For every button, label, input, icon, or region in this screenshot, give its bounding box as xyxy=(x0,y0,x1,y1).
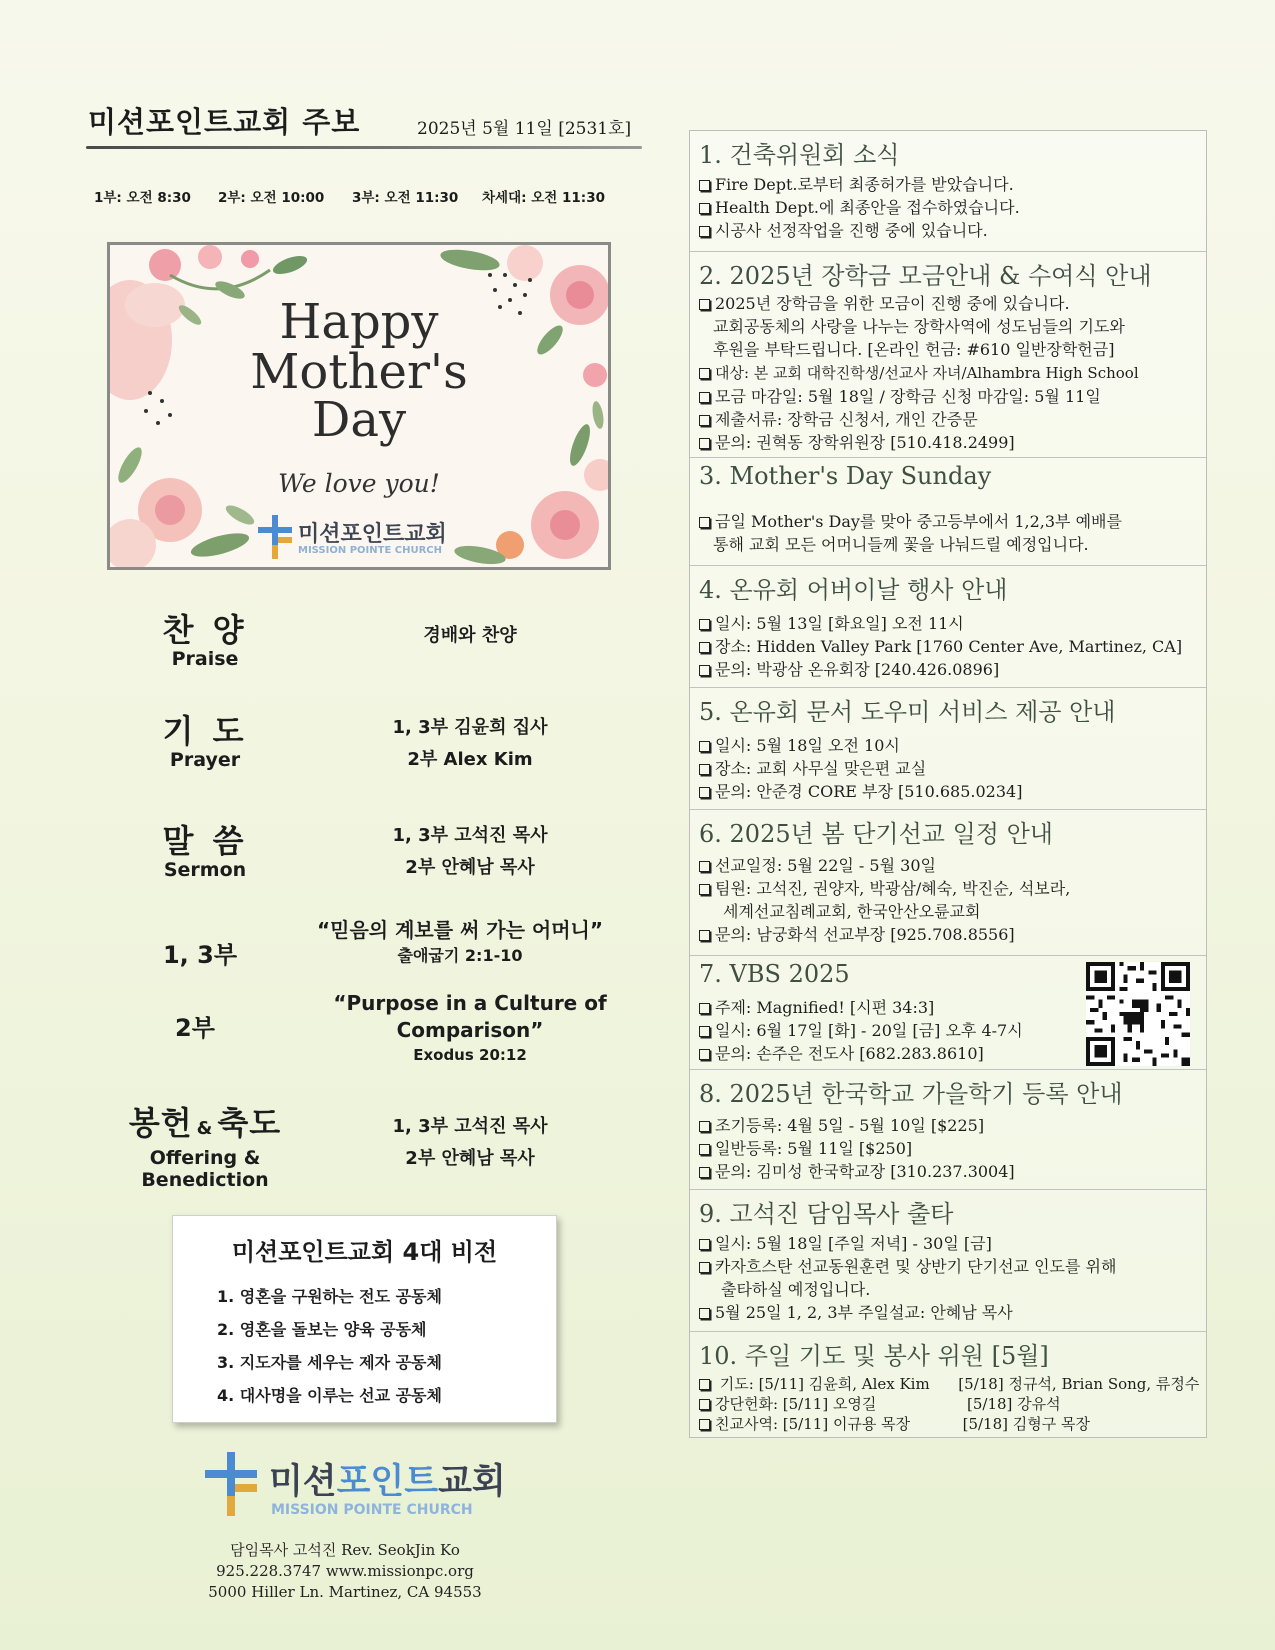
announcement-line xyxy=(699,900,1070,923)
announcement-4 xyxy=(690,565,1206,687)
cross-logo-icon xyxy=(205,1452,261,1516)
line-text: 통해 교회 모든 어머니들께 꽃을 나눠드릴 예정입니다. xyxy=(713,535,1089,554)
bulletin-date: 2025년 5월 11일 [2531호] xyxy=(417,119,632,139)
order-prayer xyxy=(140,713,270,771)
prayer-en: Prayer xyxy=(169,749,241,771)
checkbox-icon xyxy=(699,1262,710,1273)
service-time-next-gen: 차세대: 오전 11:30 xyxy=(482,190,605,206)
offering-ko xyxy=(120,1105,290,1147)
line-text: Fire Dept.로부터 최종허가를 받았습니다. xyxy=(715,175,1014,194)
line-text: 문의: 권혁동 장학위원장 [510.418.2499] xyxy=(715,433,1015,452)
announcement-lines xyxy=(699,1232,1116,1324)
announcement-line xyxy=(699,1042,1023,1065)
announcement-line xyxy=(699,658,1182,681)
offering-ko-1: 봉헌 xyxy=(128,1104,193,1142)
announcement-lines xyxy=(699,173,1020,242)
line-text: 시공사 선정작업을 진행 중에 있습니다. xyxy=(715,221,988,240)
checkbox-icon xyxy=(699,764,710,775)
praise-en: Praise xyxy=(171,648,239,670)
offering-en-2: Benediction xyxy=(141,1169,269,1191)
announcement-line xyxy=(699,1278,1116,1301)
announcement-line xyxy=(699,996,1023,1019)
announcement-line xyxy=(699,292,1139,315)
sermon-ko: 말 씀 xyxy=(162,822,248,860)
sermon-2-title-1: “Purpose in a Culture of xyxy=(333,991,607,1015)
cross-logo-icon xyxy=(258,515,294,559)
vision-item: 3. 지도자를 세우는 제자 공동체 xyxy=(217,1353,442,1372)
line-text: 모금 마감일: 5월 18일 / 장학금 신청 마감일: 5월 11일 xyxy=(715,387,1101,406)
announcement-line xyxy=(699,408,1139,431)
offering-detail-2: 2부 안혜남 목사 xyxy=(405,1148,535,1169)
sermon-detail-1: 1, 3부 고석진 목사 xyxy=(392,825,548,846)
announcement-lines xyxy=(699,1374,1199,1434)
line-text: 금일 Mother's Day를 맞아 중고등부에서 1,2,3부 예배를 xyxy=(715,512,1122,531)
checkbox-icon xyxy=(699,861,710,872)
announcement-line xyxy=(699,1255,1116,1278)
announcement-line xyxy=(699,196,1020,219)
prayer-ko: 기 도 xyxy=(162,712,248,750)
checkbox-icon xyxy=(699,368,710,379)
footer-logo-english: MISSION POINTE CHURCH xyxy=(271,1502,473,1518)
order-offering xyxy=(120,1105,290,1191)
line-text: 일시: 6월 17일 [화] - 20일 [금] 오후 4-7시 xyxy=(715,1021,1023,1040)
announcement-lines xyxy=(699,612,1182,681)
announcement-title: 4. 온유회 어버이날 행사 안내 xyxy=(699,576,1008,604)
prayer-detail-2: 2부 Alex Kim xyxy=(407,749,533,770)
announcement-title: 10. 주일 기도 및 봉사 위원 [5월] xyxy=(699,1342,1049,1370)
order-praise xyxy=(140,612,270,670)
praise-ko: 찬 양 xyxy=(162,611,248,649)
line-text: 5월 25일 1, 2, 3부 주일설교: 안혜남 목사 xyxy=(715,1303,1013,1322)
checkbox-icon xyxy=(699,619,710,630)
announcement-title: 8. 2025년 한국학교 가을학기 등록 안내 xyxy=(699,1080,1123,1108)
vision-item: 4. 대사명을 이루는 선교 공동체 xyxy=(217,1386,442,1405)
announcement-line xyxy=(699,1232,1116,1255)
footer-info xyxy=(200,1540,490,1603)
checkbox-icon xyxy=(699,180,710,191)
sermon-2-label: 2부 xyxy=(175,1014,215,1042)
card-tagline: We love you! xyxy=(278,469,440,498)
line-text: 문의: 남궁화석 선교부장 [925.708.8556] xyxy=(715,925,1015,944)
announcement-line xyxy=(699,315,1139,338)
checkbox-icon xyxy=(699,1003,710,1014)
announcement-line xyxy=(699,1160,1015,1183)
announcement-9 xyxy=(690,1189,1206,1331)
checkbox-icon xyxy=(699,438,710,449)
announcement-line xyxy=(699,854,1070,877)
announcement-title: 3. Mother's Day Sunday xyxy=(699,462,992,490)
announcement-line xyxy=(699,1019,1023,1042)
offering-detail-1: 1, 3부 고석진 목사 xyxy=(392,1116,548,1137)
footer-logo-ko-a: 미션 xyxy=(269,1462,337,1502)
line-text: 일반등록: 5월 11일 [$250] xyxy=(715,1139,913,1158)
footer-logo-ko-b: 포인트 xyxy=(336,1462,439,1502)
checkbox-icon xyxy=(699,1144,710,1155)
announcement-title: 5. 온유회 문서 도우미 서비스 제공 안내 xyxy=(699,698,1116,726)
footer-logo-korean xyxy=(269,1454,506,1504)
announcement-line xyxy=(699,923,1070,946)
line-text: 강단헌화: [5/11] 오영길 [5/18] 강유석 xyxy=(715,1395,1061,1413)
sermon-2-detail xyxy=(320,990,620,1066)
offering-en-1: Offering & xyxy=(149,1147,261,1169)
checkbox-icon xyxy=(699,665,710,676)
checkbox-icon xyxy=(699,787,710,798)
sermon-detail-2: 2부 안혜남 목사 xyxy=(405,857,535,878)
checkbox-icon xyxy=(699,1026,710,1037)
sermon-13-title: “믿음의 계보를 써 가는 어머니” xyxy=(317,918,603,942)
checkbox-icon xyxy=(699,415,710,426)
line-text: 문의: 김미성 한국학교장 [310.237.3004] xyxy=(715,1162,1015,1181)
vision-box xyxy=(172,1215,557,1423)
announcement-10 xyxy=(690,1331,1206,1437)
line-text: 세계선교침례교회, 한국안산오륜교회 xyxy=(723,902,981,921)
line-text: 친교사역: [5/11] 이규용 목장 [5/18] 김형구 목장 xyxy=(715,1415,1090,1433)
card-church-logo xyxy=(258,515,478,563)
announcement-lines xyxy=(699,292,1139,454)
card-logo-korean: 미션포인트교회 xyxy=(298,522,447,547)
service-time-3: 3부: 오전 11:30 xyxy=(352,190,459,206)
announcement-7 xyxy=(690,955,1206,1069)
announcement-lines xyxy=(699,996,1023,1065)
announcement-line xyxy=(699,780,1022,803)
checkbox-icon xyxy=(699,1121,710,1132)
announcement-line xyxy=(699,1301,1116,1324)
announcement-line xyxy=(699,1137,1015,1160)
checkbox-icon xyxy=(699,226,710,237)
checkbox-icon xyxy=(699,299,710,310)
line-text: 팀원: 고석진, 권양자, 박광삼/혜숙, 박진순, 석보라, xyxy=(715,879,1071,898)
vision-item: 2. 영혼을 돌보는 양육 공동체 xyxy=(217,1320,427,1339)
service-time-2: 2부: 오전 10:00 xyxy=(218,190,325,206)
line-text: 주제: Magnified! [시편 34:3] xyxy=(715,998,935,1017)
announcement-1 xyxy=(690,131,1206,251)
announcement-line xyxy=(699,757,1022,780)
line-text: 제출서류: 장학금 신청서, 개인 간증문 xyxy=(715,410,978,429)
prayer-detail xyxy=(360,712,580,776)
announcement-line xyxy=(699,1374,1199,1394)
order-sermon xyxy=(140,823,270,881)
checkbox-icon xyxy=(699,741,710,752)
checkbox-icon xyxy=(699,884,710,895)
sermon-13-verse: 출애굽기 2:1-10 xyxy=(397,946,523,965)
announcement-line xyxy=(699,734,1022,757)
card-logo-english: MISSION POINTE CHURCH xyxy=(298,545,442,556)
vision-list xyxy=(217,1280,442,1412)
checkbox-icon xyxy=(699,642,710,653)
announcement-line xyxy=(699,635,1182,658)
line-text: 일시: 5월 18일 오전 10시 xyxy=(715,736,900,755)
line-text: 2025년 장학금을 위한 모금이 진행 중에 있습니다. xyxy=(715,294,1070,313)
line-text: 선교일정: 5월 22일 - 5월 30일 xyxy=(715,856,936,875)
vision-item: 1. 영혼을 구원하는 전도 공동체 xyxy=(217,1287,442,1306)
announcement-line xyxy=(699,612,1182,635)
announcement-lines xyxy=(699,1114,1015,1183)
announcement-title: 1. 건축위원회 소식 xyxy=(699,141,900,169)
sermon-2-title-2: Comparison” xyxy=(396,1018,544,1042)
checkbox-icon xyxy=(699,1167,710,1178)
line-text: 조기등록: 4월 5일 - 5월 10일 [$225] xyxy=(715,1116,985,1135)
announcement-title: 9. 고석진 담임목사 출타 xyxy=(699,1200,954,1228)
checkbox-icon xyxy=(699,1049,710,1060)
header-divider xyxy=(86,146,642,149)
announcement-5 xyxy=(690,687,1206,809)
announcement-lines xyxy=(699,854,1070,946)
footer-church-logo xyxy=(205,1452,505,1524)
line-text: 문의: 안준경 CORE 부장 [510.685.0234] xyxy=(715,782,1023,801)
vbs-qr-code[interactable] xyxy=(1086,962,1190,1066)
announcement-line xyxy=(699,173,1020,196)
line-text: Health Dept.에 최종안을 접수하였습니다. xyxy=(715,198,1020,217)
sermon-detail xyxy=(360,820,580,884)
checkbox-icon xyxy=(699,1308,710,1319)
line-text: 문의: 손주은 전도사 [682.283.8610] xyxy=(715,1044,984,1063)
announcement-title: 6. 2025년 봄 단기선교 일정 안내 xyxy=(699,820,1053,848)
praise-detail: 경배와 찬양 xyxy=(423,625,517,646)
line-text: 카자흐스탄 선교동원훈련 및 상반기 단기선교 인도를 위해 xyxy=(715,1257,1117,1276)
card-mothers-text: Mother's xyxy=(250,344,468,400)
announcement-6 xyxy=(690,809,1206,955)
checkbox-icon xyxy=(699,1379,710,1390)
announcement-line xyxy=(699,510,1122,533)
announcement-line xyxy=(699,361,1139,385)
checkbox-icon xyxy=(699,930,710,941)
announcement-2 xyxy=(690,251,1206,457)
sermon-13-detail xyxy=(300,916,620,968)
announcement-line xyxy=(699,1394,1199,1414)
announcements-panel xyxy=(689,130,1207,1438)
line-text: 후원을 부탁드립니다. [온라인 헌금: #610 일반장학헌금] xyxy=(713,340,1115,359)
announcement-8 xyxy=(690,1069,1206,1189)
service-time-1: 1부: 오전 8:30 xyxy=(94,190,191,206)
announcement-title: 7. VBS 2025 xyxy=(699,960,850,988)
offering-amp: & xyxy=(196,1118,214,1139)
sermon-2-verse: Exodus 20:12 xyxy=(413,1046,527,1064)
sermon-13-label: 1, 3부 xyxy=(162,941,238,969)
announcement-line xyxy=(699,338,1139,361)
footer-logo-ko-c: 교회 xyxy=(438,1462,506,1502)
announcement-line xyxy=(699,385,1139,408)
line-text: 일시: 5월 18일 [주일 저녁] - 30일 [금] xyxy=(715,1234,992,1253)
line-text: 문의: 박광삼 온유회장 [240.426.0896] xyxy=(715,660,1000,679)
card-day-text: Day xyxy=(311,392,407,448)
announcement-line xyxy=(699,1114,1015,1137)
announcement-lines xyxy=(699,510,1122,556)
announcement-title: 2. 2025년 장학금 모금안내 & 수여식 안내 xyxy=(699,262,1152,290)
line-text: 장소: Hidden Valley Park [1760 Center Ave, Martinez, CA] xyxy=(715,637,1183,656)
checkbox-icon xyxy=(699,1419,710,1430)
offering-detail xyxy=(360,1111,580,1175)
sermon-en: Sermon xyxy=(163,859,247,881)
announcement-lines xyxy=(699,734,1022,803)
line-text: 일시: 5월 13일 [화요일] 오전 11시 xyxy=(715,614,964,633)
prayer-detail-1: 1, 3부 김윤희 집사 xyxy=(392,717,548,738)
vision-title: 미션포인트교회 4대 비전 xyxy=(231,1238,498,1266)
checkbox-icon xyxy=(699,1399,710,1410)
bulletin-title: 미션포인트교회 주보 xyxy=(88,105,361,139)
footer-pastor: 담임목사 고석진 Rev. SeokJin Ko xyxy=(230,1541,460,1559)
line-text: 출타하실 예정입니다. xyxy=(721,1280,871,1299)
line-text: 장소: 교회 사무실 맞은편 교실 xyxy=(715,759,927,778)
checkbox-icon xyxy=(699,1239,710,1250)
footer-address: 5000 Hiller Ln. Martinez, CA 94553 xyxy=(208,1583,482,1601)
checkbox-icon xyxy=(699,517,710,528)
line-text: 교회공동체의 사랑을 나누는 장학사역에 성도님들의 기도와 xyxy=(713,317,1125,336)
offering-ko-2: 축도 xyxy=(217,1104,282,1142)
announcement-line xyxy=(699,431,1139,454)
announcement-line xyxy=(699,533,1122,556)
announcement-3 xyxy=(690,457,1206,565)
mothers-day-card xyxy=(107,242,611,570)
footer-contact: 925.228.3747 www.missionpc.org xyxy=(216,1562,474,1580)
checkbox-icon xyxy=(699,203,710,214)
announcement-line xyxy=(699,877,1070,900)
announcement-line xyxy=(699,219,1020,242)
checkbox-icon xyxy=(699,392,710,403)
announcement-line xyxy=(699,1414,1199,1434)
line-text: 대상: 본 교회 대학진학생/선교사 자녀/Alhambra High School xyxy=(715,364,1139,382)
line-text: 기도: [5/11] 김윤희, Alex Kim [5/18] 정규석, Brian Song, 류정수 xyxy=(715,1375,1200,1393)
card-happy-text: Happy xyxy=(279,294,439,350)
